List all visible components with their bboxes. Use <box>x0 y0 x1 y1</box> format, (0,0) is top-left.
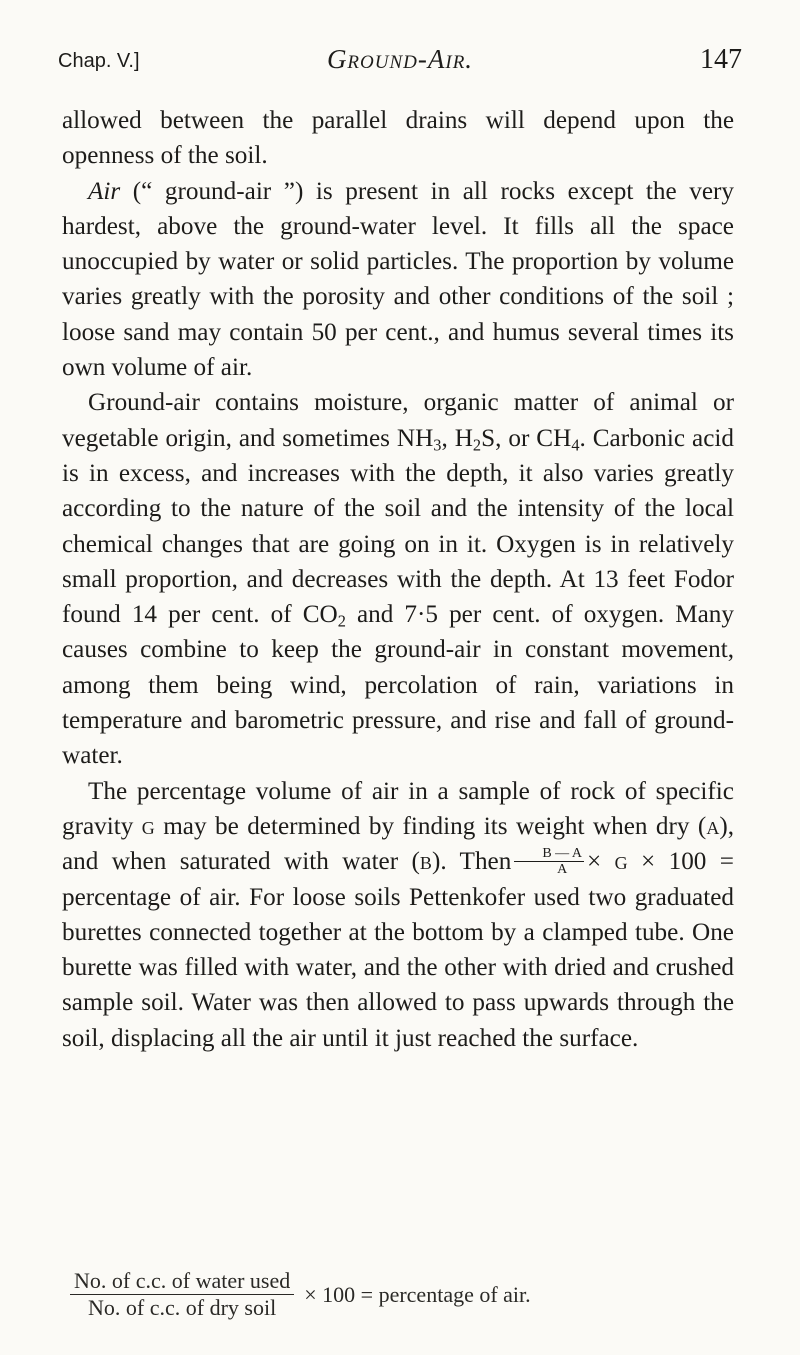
formula-fraction: $\frac{\text{No. of c.c. of water used}}{\text{No. of c.c. of dry soil}}$ <box>70 1270 294 1319</box>
chapter-label: Chap. V.] <box>58 50 140 72</box>
running-title: Ground-Air. <box>326 44 474 74</box>
page-number: 147 <box>700 44 742 75</box>
paragraph-3: Ground-air contains moisture, organic matter of animal or vegetable origin, and sometimes $NH_3$, $H_2S$, or $CH_4$. Carbonic acid is in excess, and increases with the depth, it also varies greatly according to the nature of the soil and the intensity of the local chemical changes that are going on in it. Oxygen is in relatively small proportion, and decreases with the depth. At 13 feet Fodor found 14 per cent. of $CO_2$ and 7·5 per cent. of oxygen. Many causes combine to keep the ground-air in constant movement, among them being wind, percolation of rain, variations in temperature and barometric pressure, and rise and fall of ground-water. <box>62 389 734 770</box>
body-text <box>62 103 734 1056</box>
paragraph-1: allowed between the parallel drains will depend upon the openness of the soil. <box>62 107 734 170</box>
display-formula: $\frac{\text{No. of c.c. of water used}}{\text{No. of c.c. of dry soil}}$ × 100 = percentage of air. <box>70 1270 531 1319</box>
inline-fraction: $\frac{B — A}{A}$ <box>514 846 584 877</box>
paragraph-4: The percentage volume of air in a sample of rock of specific gravity g may be determined by finding its weight when dry (a), and when saturated with water (b). Then $\frac{B — A}{A}$ × g × 100 = percentage of air. For loose soils Pettenkofer used two graduated burettes connected together at the bottom by a clamped tube. One burette was filled with water, and the other with dried and crushed sample soil. Water was then allowed to pass upwards through the soil, displacing all the air until it just reached the surface. <box>62 777 735 1052</box>
page-header <box>58 44 742 84</box>
term-air: Air <box>88 177 121 205</box>
paragraph-2: Air (“ ground-air ”) is present in all rocks except the very hardest, above the ground-water level. It fills all the space unoccupied by water or solid particles. The proportion by volume varies greatly with the porosity and other conditions of the soil ; loose sand may contain 50 per cent., and humus several times its own volume of air. <box>62 177 734 382</box>
